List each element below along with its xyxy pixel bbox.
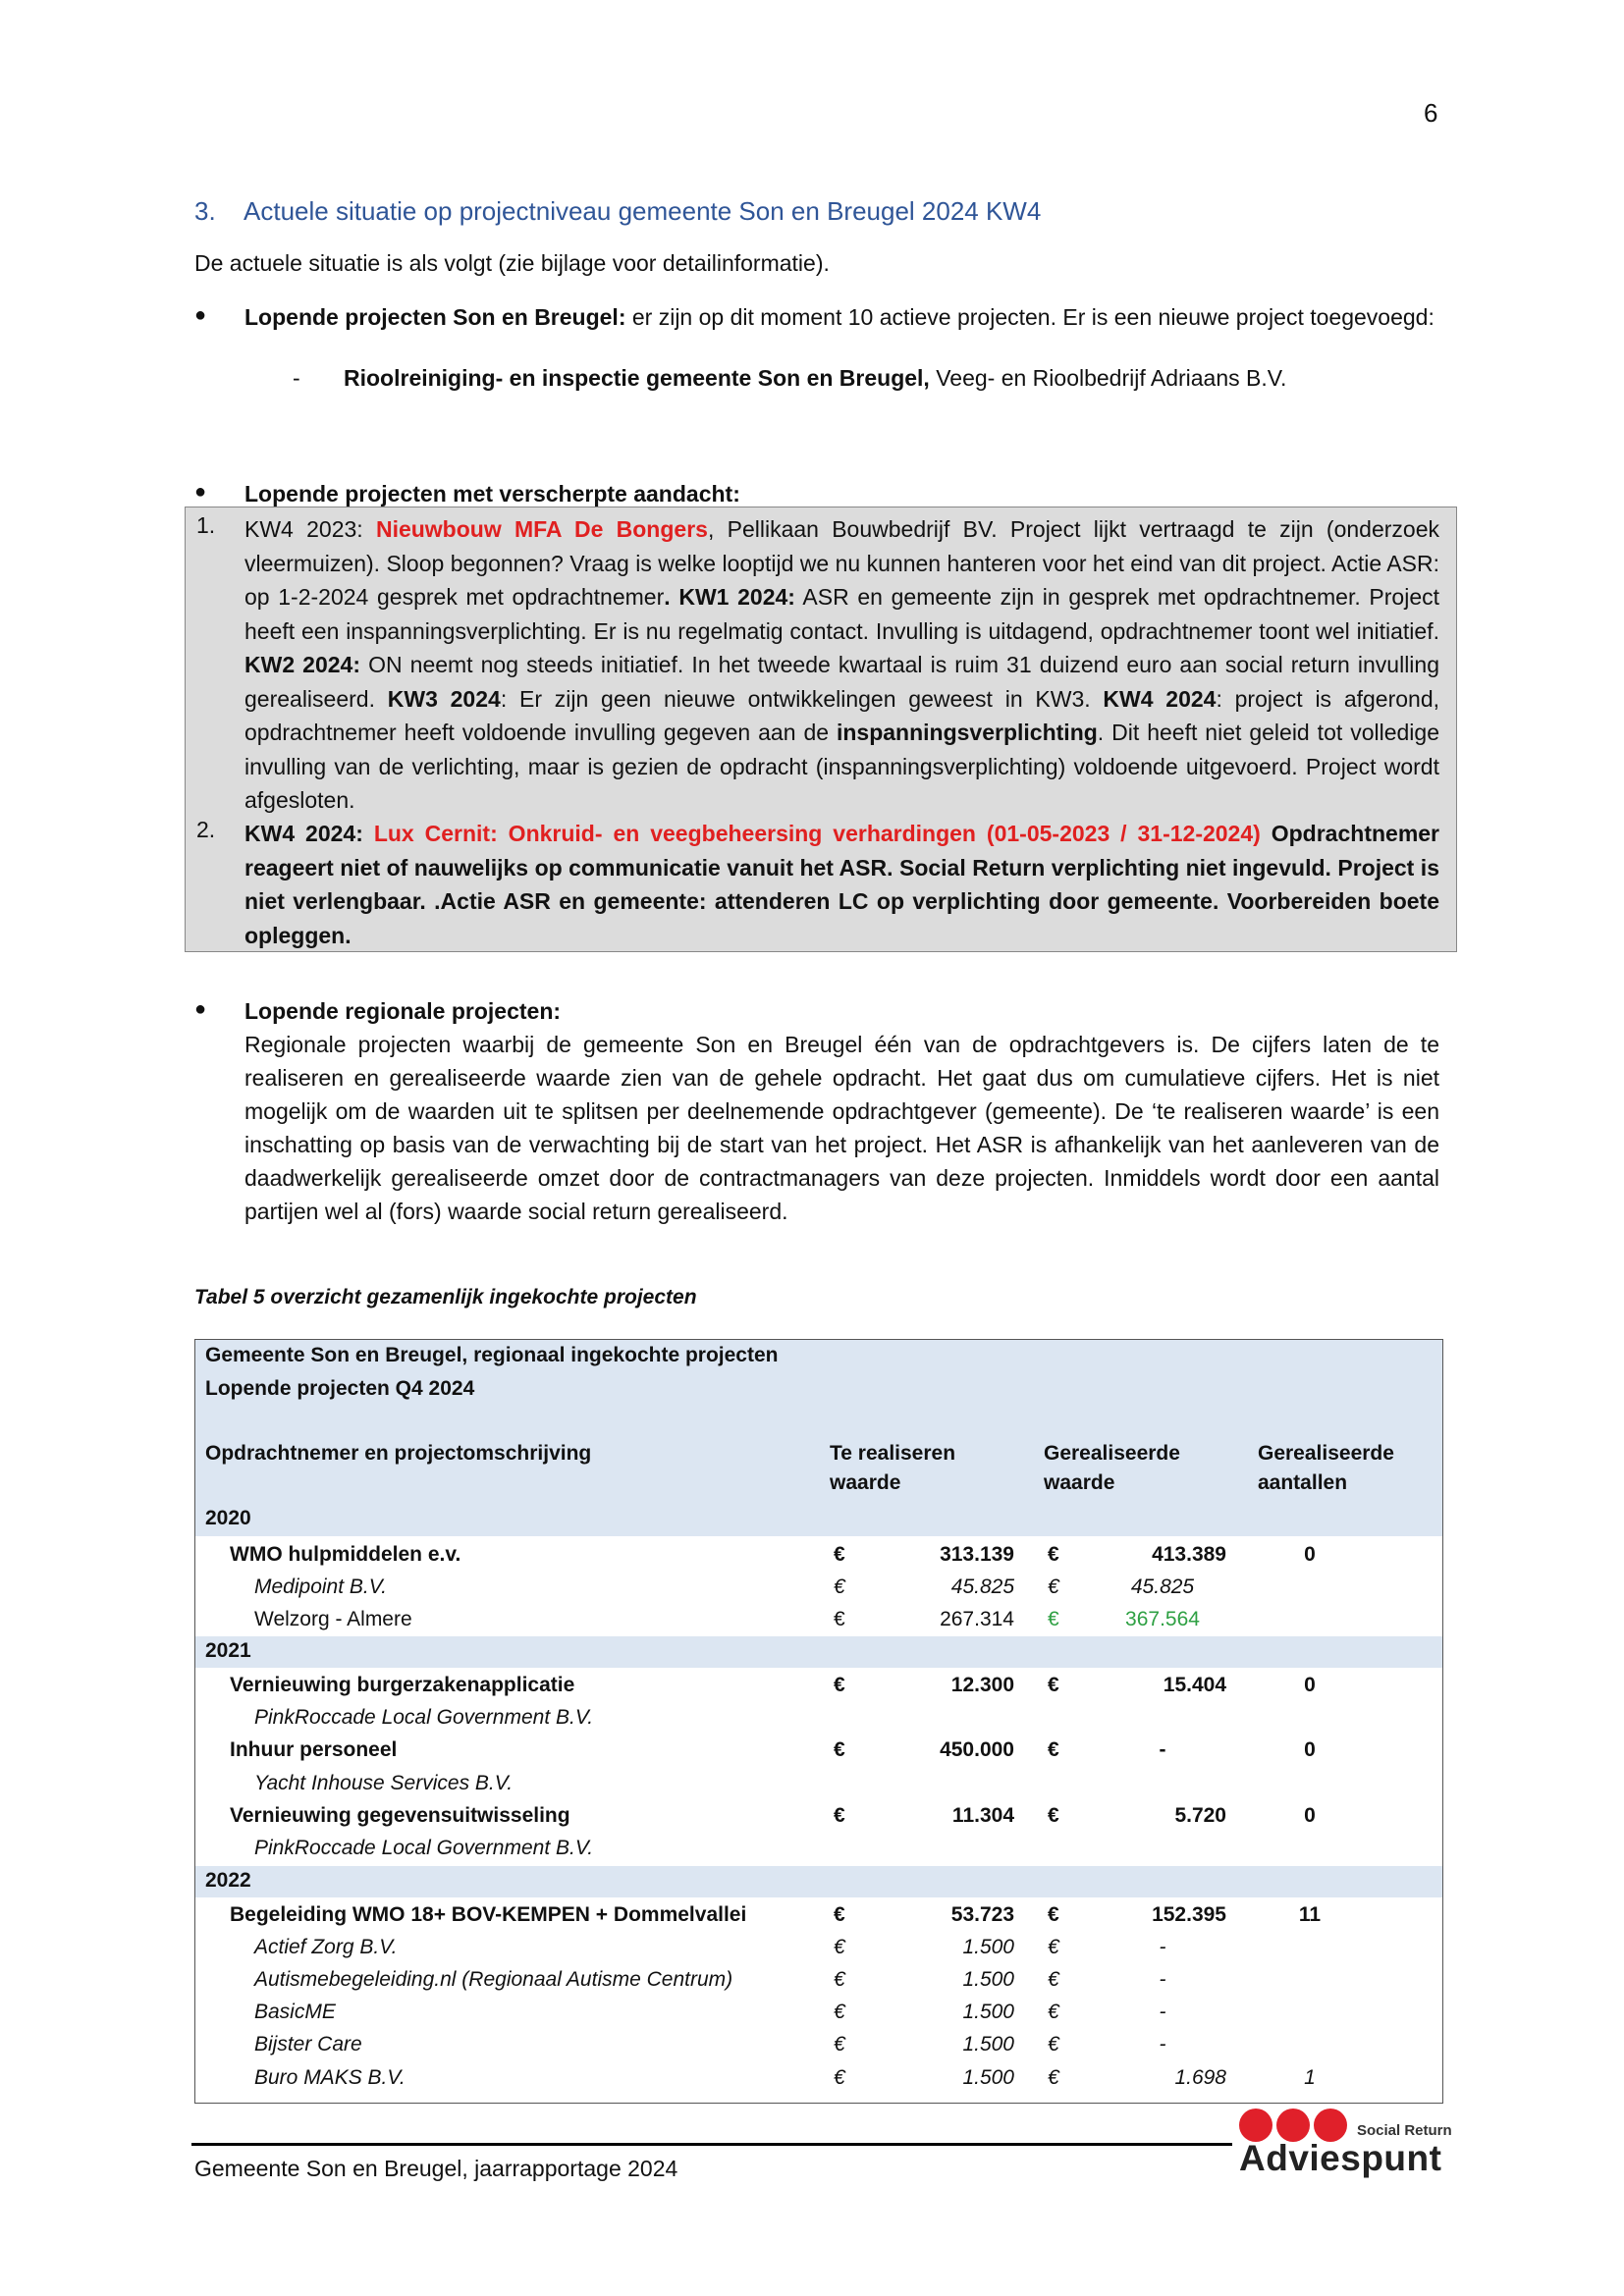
euro: € xyxy=(1048,2033,1059,2056)
euro: € xyxy=(1048,1738,1059,1761)
text: ASR en gemeente zijn in gesprek met opdrachtnemer. Project heeft een inspanningsverplichting. Er is nu regelmatig contact. Invulling is uitdagend, opdrachtnemer toont wel initiatief. xyxy=(244,584,1440,644)
section-title: Actuele situatie op projectniveau gemeente Son en Breugel 2024 KW4 xyxy=(244,196,1042,226)
realized: 5.720 xyxy=(1174,1804,1226,1827)
table-row: Bijster Care xyxy=(254,2033,362,2056)
to-realize: 11.304 xyxy=(951,1804,1014,1827)
to-realize: 1.500 xyxy=(962,1968,1014,1991)
euro: € xyxy=(1048,1936,1059,1958)
logo-dot-icon xyxy=(1239,2109,1272,2142)
section-heading xyxy=(194,196,1041,227)
euro: € xyxy=(1048,2001,1059,2023)
euro: € xyxy=(834,1543,845,1566)
realized: 45.825 xyxy=(1130,1575,1195,1598)
table-row: PinkRoccade Local Government B.V. xyxy=(254,1837,594,1859)
to-realize: 1.500 xyxy=(962,2033,1014,2056)
footer-rule xyxy=(191,2143,1232,2146)
to-realize: 267.314 xyxy=(940,1608,1014,1630)
euro: € xyxy=(834,1903,845,1926)
euro: € xyxy=(1048,1674,1059,1696)
to-realize: 313.139 xyxy=(940,1543,1014,1566)
text: KW4 2024: xyxy=(244,821,374,846)
bullet-paragraph: Regionale projecten waarbij de gemeente Son en Breugel één van de opdrachtgevers is. De cijfers laten de te realiseren en gerealiseerde waarde zien van de gehele opdracht. Het gaat dus om cumulatieve cijfers. Het is niet mogelijk om de waarden uit te splitsen per deelnemende opdrachtgever (gemeente). De ‘te realiseren waarde’ is een inschatting op basis van de verwachting bij de start van het project. Het ASR is afhankelijk van het aanleveren van de daadwerkelijk gerealiseerde omzet door de contractmanagers van deze projecten. Inmiddels wordt door een aantal partijen wel al (fors) waarde social return gerealiseerd. xyxy=(244,1032,1439,1224)
year-bar xyxy=(195,1636,1442,1668)
realized: - xyxy=(1159,1936,1166,1958)
project-name: Lux Cernit: Onkruid- en veegbeheersing verhardingen (01-05-2023 / 31-12-2024) xyxy=(373,821,1261,846)
text: . Dit heeft niet geleid tot volledige invulling van de verlichting, maar is gezien de opdracht (inspanningsverplichting) voldoende uitgevoerd. Project wordt afgesloten. xyxy=(244,720,1439,813)
regional-projects-table xyxy=(194,1339,1443,2104)
table-subtitle: Lopende projecten Q4 2024 xyxy=(205,1377,475,1400)
text: : project is afgerond, opdrachtnemer heeft voldoende invulling gegeven aan de xyxy=(244,685,1440,745)
text: KW2 2024: xyxy=(244,652,361,677)
realized: - xyxy=(1159,2001,1166,2023)
bullet-marker: ● xyxy=(194,304,207,326)
new-project-name: Rioolreiniging- en inspectie gemeente Son en Breugel, xyxy=(344,365,930,391)
to-realize: 1.500 xyxy=(962,2001,1014,2023)
euro: € xyxy=(834,1575,845,1598)
euro: € xyxy=(834,2033,845,2056)
new-project-item xyxy=(293,365,1286,392)
bullet-marker: ● xyxy=(194,481,207,503)
euro: € xyxy=(834,1804,845,1827)
col-header-project: Opdrachtnemer en projectomschrijving xyxy=(205,1442,592,1465)
count: 0 xyxy=(1304,1804,1316,1827)
bullet-title: Lopende projecten Son en Breugel: xyxy=(244,304,626,330)
text: . KW1 2024: xyxy=(664,584,795,610)
dash: - xyxy=(293,365,300,391)
col-header-to-realize-2: waarde xyxy=(830,1471,901,1494)
text: KW4 2024 xyxy=(1103,685,1217,712)
euro: € xyxy=(834,2001,845,2023)
euro: € xyxy=(1048,1543,1059,1566)
project-name: Nieuwbouw MFA De Bongers xyxy=(375,516,708,542)
to-realize: 1.500 xyxy=(962,1936,1014,1958)
text: Opdrachtnemer reageert niet of nauwelijks op communicatie vanuit het ASR. Social Return verplichting niet ingevuld. Project is niet verlengbaar. .Actie ASR en gemeente: attenderen LC op verplichting door gemeente. Voorbereiden boete opleggen. xyxy=(244,821,1440,948)
euro: € xyxy=(1048,1575,1059,1598)
table-row: Welzorg - Almere xyxy=(254,1608,412,1630)
year-2020: 2020 xyxy=(205,1507,251,1529)
table-row: Vernieuwing gegevensuitwisseling xyxy=(230,1804,570,1827)
to-realize: 45.825 xyxy=(950,1575,1014,1598)
euro: € xyxy=(834,1674,845,1696)
table-row: Autismebegeleiding.nl (Regionaal Autisme Centrum) xyxy=(254,1968,733,1991)
bullet-text: er zijn op dit moment 10 actieve projecten. Er is een nieuwe project toegevoegd: xyxy=(625,304,1435,330)
euro: € xyxy=(1048,1804,1059,1827)
realized: 1.698 xyxy=(1174,2066,1226,2089)
count: 0 xyxy=(1304,1738,1316,1761)
table-row: PinkRoccade Local Government B.V. xyxy=(254,1706,594,1729)
bullet-title: Lopende regionale projecten: xyxy=(244,998,562,1024)
count: 11 xyxy=(1298,1903,1322,1926)
table-caption: Tabel 5 overzicht gezamenlijk ingekochte projecten xyxy=(194,1286,697,1308)
year-2021: 2021 xyxy=(205,1639,251,1662)
footer-text: Gemeente Son en Breugel, jaarrapportage 2024 xyxy=(194,2156,678,2181)
realized: 367.564 xyxy=(1125,1608,1200,1630)
new-project-contractor: Veeg- en Rioolbedrijf Adriaans B.V. xyxy=(929,365,1287,391)
table-row: Inhuur personeel xyxy=(230,1738,398,1761)
realized: - xyxy=(1159,1738,1166,1761)
text: , Pellikaan Bouwbedrijf BV. Project lijkt vertraagd te zijn (onderzoek vleermuizen). Sloop begonnen? Vraag is welke looptijd we nu kunnen hanteren voor het eind van dit project. Actie ASR: op 1-2-2024 gesprek met opdrachtnemer xyxy=(244,516,1439,610)
col-header-to-realize: Te realiseren xyxy=(830,1442,956,1465)
page-number: 6 xyxy=(1424,98,1438,128)
euro: € xyxy=(834,1608,845,1630)
year-2022: 2022 xyxy=(205,1869,251,1892)
text: ON neemt nog steeds initiatief. In het tweede kwartaal is ruim 31 duizend euro aan social return invulling gerealiseerd. xyxy=(244,652,1440,712)
table-row: Actief Zorg B.V. xyxy=(254,1936,398,1958)
item-number: 1. xyxy=(196,512,216,538)
bullet-lopende-projecten xyxy=(244,300,1439,334)
text: inspanningsverplichting xyxy=(836,720,1098,745)
table-header xyxy=(195,1340,1442,1536)
realized: - xyxy=(1159,1968,1166,1991)
count: 0 xyxy=(1304,1543,1316,1566)
intro-text: De actuele situatie is als volgt (zie bijlage voor detailinformatie). xyxy=(194,250,830,276)
euro: € xyxy=(1048,1608,1059,1630)
logo-dot-icon xyxy=(1276,2109,1310,2142)
euro: € xyxy=(1048,1968,1059,1991)
col-header-realized: Gerealiseerde xyxy=(1044,1442,1180,1465)
attention-item-2 xyxy=(244,817,1439,952)
realized: - xyxy=(1159,2033,1166,2056)
logo-name: Adviespunt xyxy=(1239,2138,1442,2178)
table-row: Begeleiding WMO 18+ BOV-KEMPEN + Dommelvallei xyxy=(230,1903,747,1926)
realized: 413.389 xyxy=(1152,1543,1226,1566)
col-header-count-2: aantallen xyxy=(1258,1471,1348,1494)
logo-subtitle: Social Return xyxy=(1357,2122,1452,2139)
euro: € xyxy=(1048,2066,1059,2089)
count: 0 xyxy=(1304,1674,1316,1696)
table-title: Gemeente Son en Breugel, regionaal ingekochte projecten xyxy=(205,1344,779,1366)
section-number: 3. xyxy=(194,196,216,226)
euro: € xyxy=(834,1738,845,1761)
logo-dot-icon xyxy=(1314,2109,1347,2142)
to-realize: 1.500 xyxy=(962,2066,1014,2089)
adviespunt-logo xyxy=(1239,2109,1465,2177)
table-row: Vernieuwing burgerzakenapplicatie xyxy=(230,1674,575,1696)
euro: € xyxy=(834,2066,845,2089)
euro: € xyxy=(834,1968,845,1991)
text: KW3 2024 xyxy=(387,685,501,712)
table-row: Buro MAKS B.V. xyxy=(254,2066,406,2089)
realized: 152.395 xyxy=(1152,1903,1226,1926)
to-realize: 12.300 xyxy=(950,1674,1014,1696)
col-header-realized-2: waarde xyxy=(1044,1471,1115,1494)
text: : Er zijn geen nieuwe ontwikkelingen geweest in KW3. xyxy=(500,685,1104,712)
to-realize: 53.723 xyxy=(950,1903,1014,1926)
euro: € xyxy=(834,1936,845,1958)
bullet-attention-title: Lopende projecten met verscherpte aandacht: xyxy=(244,481,740,507)
euro: € xyxy=(1048,1903,1059,1926)
col-header-count: Gerealiseerde xyxy=(1258,1442,1394,1465)
year-bar xyxy=(195,1866,1442,1897)
table-row: Medipoint B.V. xyxy=(254,1575,388,1598)
bullet-regional-projects xyxy=(244,994,1439,1228)
table-row: BasicME xyxy=(254,2001,336,2023)
table-row: Yacht Inhouse Services B.V. xyxy=(254,1772,514,1794)
item-number: 2. xyxy=(196,817,216,842)
realized: 15.404 xyxy=(1163,1674,1226,1696)
to-realize: 450.000 xyxy=(940,1738,1014,1761)
text: KW4 2023: xyxy=(244,516,376,542)
bullet-marker: ● xyxy=(194,998,207,1020)
attention-item-1 xyxy=(244,512,1439,818)
count: 1 xyxy=(1304,2066,1316,2089)
table-row: WMO hulpmiddelen e.v. xyxy=(230,1543,461,1566)
